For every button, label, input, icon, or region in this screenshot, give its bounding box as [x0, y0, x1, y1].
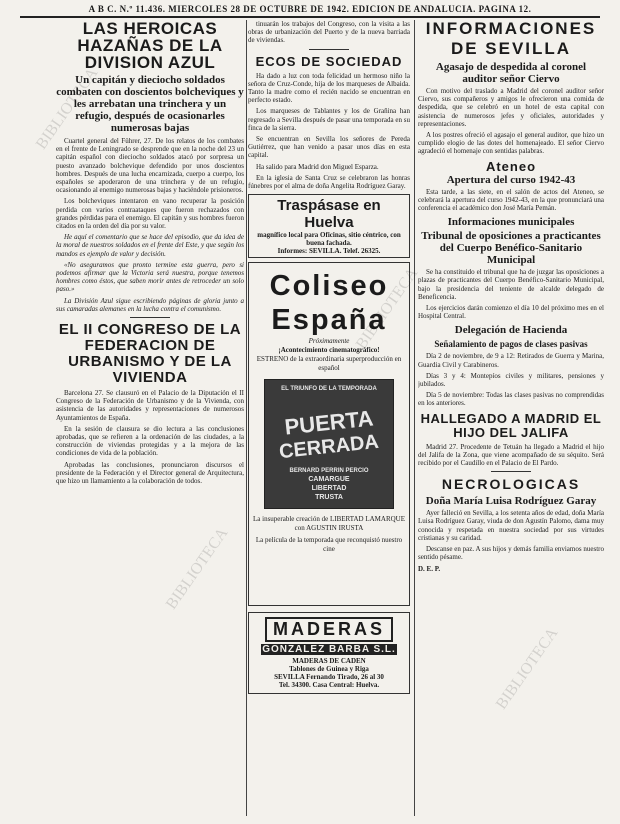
column-rule	[246, 20, 247, 816]
subheadline-necrologicas: Doña María Luisa Rodríguez Garay	[425, 495, 597, 508]
ad-traspaso	[248, 194, 410, 258]
society-note: Los marqueses de Tablantes y los de Grañina han regresado a Sevilla después de pasar una temporada en su finca de la sierra.	[248, 107, 410, 132]
article-paragraph: «No aseguramos que pronto termine esta guerra, pero sí podemos afirmar que la Victoria será nuestra, porque tenemos hombres como éstos, que saben morir antes de retroceder un solo paso.»	[56, 260, 244, 294]
ad-maderas-line: Tel. 34300. Casa Central: Huelva.	[278, 681, 380, 690]
article-paragraph: Día 2 de noviembre, de 9 a 12: Retirados de Guerra y Marina, Guardia Civil y Carabineros.	[418, 352, 604, 369]
ad-maderas-line: SEVILLA Fernando Tirado, 26 al 30	[274, 673, 384, 682]
headline-de-sevilla: DE SEVILLA	[450, 39, 572, 58]
headline-congreso: EL II CONGRESO DE LA FEDERACION DE URBANISMO Y DE LA VIVIENDA	[58, 321, 242, 387]
society-note: En la iglesia de Santa Cruz se celebraron las honras fúnebres por el alma de doña Angelita Rodríguez Garay.	[248, 173, 410, 191]
article-paragraph: A los postres ofreció el agasajo el general auditor, que hizo un cumplido elogio de las dotes del homenajeado. El señor Ciervo agradeció el homenaje con sentidas palabras.	[418, 131, 604, 156]
poster-credit: CAMARGUE	[308, 476, 350, 484]
poster-credit: LIBERTAD	[311, 485, 347, 493]
ad-maderas-line: Tablones de Guinea y Riga	[289, 665, 369, 674]
column-rule	[414, 20, 415, 816]
society-note: Ha salido para Madrid don Miguel Esparza.	[256, 162, 379, 171]
library-watermark: BIBLIOTECA	[352, 264, 422, 353]
article-paragraph: Cuartel general del Führer, 27. De los relatos de los combates en el frente de Leningrado se desprende que en la noche del 23 un capitán español con dieciocho soldados atacó por sorpresa un puesto avanzado bolchevique defendido por unos doscientos hombres. Después de una lucha encarnizada, cuerpo a cuerpo, los españoles se apoderaron de una trinchera y de un refugio, ocasionando al enemigo numerosas bajas y haciéndole prisioneros.	[56, 137, 244, 195]
poster-title-1: PUERTA	[283, 405, 375, 440]
ad-coliseo-line: La insuperable creación de LIBERTAD LAMARQUE con AGUSTIN IRUSTA	[253, 515, 406, 533]
headline-ateneo: Ateneo	[485, 158, 537, 174]
ad-coliseo-line: La película de la temporada que reconquistó nuestro cine	[255, 536, 403, 554]
column-middle	[248, 20, 410, 818]
article-paragraph: Día 5 de noviembre: Todas las clases pasivas no comprendidas en los anteriores.	[418, 391, 604, 408]
ad-maderas-line: MADERAS DE CADEN	[292, 657, 366, 666]
article-paragraph: Los ejercicios darán comienzo el día 10 del próximo mes en el Hospital Central.	[418, 304, 604, 321]
headline-municipales: Informaciones municipales	[447, 216, 575, 229]
article-paragraph: Ayer falleció en Sevilla, a los setenta años de edad, doña María Luisa Rodríguez Garay, viuda de don Agustín Palomo, dama muy conocida y respetada en nuestra sociedad por sus virtudes cristianas y su caridad.	[418, 509, 604, 542]
article-paragraph: tinuarán los trabajos del Congreso, con la visita a las obras de urbanización del Puerto y de la nueva barriada de viviendas.	[248, 20, 410, 45]
article-paragraph: He aquí el comentario que se hace del episodio, que da idea de la moral de nuestros soldados en el frente del Este, y que según los mandos es ejemplo de valor y decisión.	[56, 233, 244, 258]
article-paragraph: Madrid 27. Procedente de Tetuán ha llegado a Madrid el hijo del Jalifa de la Zona, que viene acompañado de su séquito. Será recibido por el Caudillo en el Palacio de El Pardo.	[418, 442, 604, 468]
headline-jalifa: HALLEGADO A MADRID EL HIJO DEL JALIFA	[420, 410, 602, 440]
divider	[130, 317, 170, 318]
ad-traspaso-contact: Informes: SEVILLA. Telef. 26325.	[277, 247, 381, 256]
obituary-signature: D. E. P.	[418, 564, 441, 573]
headline-necrologicas: NECROLOGICAS	[441, 476, 581, 493]
ad-maderas-title: MADERAS	[265, 617, 393, 642]
article-paragraph: Aprobadas las conclusiones, pronunciaron discursos el presidente de la Federación y el Director general de Arquitectura, que hizo un llamamiento a la colaboración de todos.	[56, 460, 244, 486]
ad-traspaso-text: magnífico local para Oficinas, sitio céntrico, con buena fachada.	[257, 231, 401, 248]
article-paragraph: La División Azul sigue escribiendo páginas de gloria junto a sus camaradas alemanes en la lucha contra el comunismo.	[56, 296, 244, 313]
subheadline-division-azul: Un capitán y dieciocho soldados combaten con doscientos bolcheviques y les arrebatan una trinchera y un refugio, después de ocasionarles numerosas bajas	[56, 74, 244, 134]
article-paragraph: Se ha constituido el tribunal que ha de juzgar las oposiciones a plazas de practicantes del Cuerpo Benéfico-Sanitario Municipal, bajo la presidencia del teniente de alcalde delegado de Beneficencia.	[418, 268, 604, 301]
article-paragraph: Los bolcheviques intentaron en vano recuperar la posición perdida con varios contraataques que fueron rechazados con grandes pérdidas para el enemigo. El capitán y sus hombres fueron citados en la orden del día por su valor.	[56, 197, 244, 231]
article-paragraph: Descanse en paz. A sus hijos y demás familia enviamos nuestro sentido pésame.	[418, 545, 604, 562]
ad-maderas-company: GONZALEZ BARBA S.L.	[262, 644, 396, 656]
subheadline-ateneo: Apertura del curso 1942-43	[446, 173, 576, 186]
poster-credit: TRUSTA	[315, 494, 343, 502]
headline-agasajo: Agasajo de despedida al coronel auditor señor Ciervo	[435, 61, 587, 85]
ad-coliseo-title: Coliseo	[269, 270, 389, 303]
article-paragraph: Barcelona 27. Se clausuró en el Palacio de la Diputación el II Congreso de la Federación de Urbanismo y de la Vivienda, con asistencia de las autoridades y representaciones de numerosos Ayuntamientos de España.	[56, 389, 244, 422]
ad-coliseo-espana	[248, 262, 410, 606]
column-right	[418, 20, 604, 818]
ad-coliseo-line: Próximamente	[308, 337, 350, 346]
headline-informaciones: INFORMACIONES	[425, 20, 597, 38]
ad-traspaso-title: Traspásase en Huelva	[277, 197, 381, 232]
poster-top-text: EL TRIUNFO DE LA TEMPORADA	[281, 386, 377, 393]
poster-credit: BERNARD PERRIN PERCIO	[289, 468, 369, 475]
film-poster-image	[264, 379, 394, 509]
library-watermark: BIBLIOTECA	[162, 524, 232, 613]
divider	[491, 471, 531, 472]
divider	[309, 49, 349, 50]
article-paragraph: En la sesión de clausura se dio lectura a las conclusiones aprobadas, que se refieren a la ordenación de las ciudades, a la construcción de viviendas protegidas y a la mejora de las condiciones de vida de la población.	[56, 424, 244, 458]
society-note: Se encuentran en Sevilla los señores de Pereda Gutiérrez, que han venido a pasar unos días en esta capital.	[248, 135, 410, 160]
poster-title-2: CERRADA	[278, 431, 380, 464]
library-watermark: BIBLIOTECA	[32, 64, 102, 153]
ad-espana-title: España	[271, 304, 387, 337]
ad-coliseo-line: ¡Acontecimiento cinematográfico!	[278, 346, 380, 355]
headline-ecos-sociedad: ECOS DE SOCIEDAD	[255, 53, 403, 69]
subheadline-municipales: Tribunal de oposiciones a practicantes del Cuerpo Benéfico-Sanitario Municipal	[421, 230, 601, 267]
society-note: Ha dado a luz con toda felicidad un hermoso niño la señora de Cruz-Conde, hija de los marqueses de Albaida. Tanto la madre como el recién nacido se encuentran en perfecto estado.	[248, 71, 410, 105]
column-left	[56, 20, 244, 818]
page-header-folio: A B C. N.º 11.436. MIERCOLES 28 DE OCTUBRE DE 1942. EDICION DE ANDALUCIA. PAGINA 12.	[20, 4, 600, 18]
article-paragraph: Con motivo del traslado a Madrid del coronel auditor señor Ciervo, sus compañeros y amigos le ofrecieron una comida de despedida, que se celebró en un hotel de esta capital con asistencia de numerosos jefes y oficiales, autoridades y representaciones.	[418, 87, 604, 128]
article-paragraph: Esta tarde, a las siete, en el salón de actos del Ateneo, se celebrará la apertura del curso 1942-43, en la que pronunciará una conferencia el académico don José María Pemán.	[418, 187, 604, 213]
ad-coliseo-line: ESTRENO de la extraordinaria superproducción en español	[256, 355, 402, 373]
subheadline-hacienda: Señalamiento de pagos de clases pasivas	[434, 339, 588, 350]
headline-hacienda: Delegación de Hacienda	[454, 324, 568, 337]
article-paragraph: Días 3 y 4: Montepíos civiles y militares, pensiones y jubilados.	[418, 371, 604, 389]
headline-division-azul: LAS HEROICAS HAZAÑAS DE LA DIVISION AZUL	[77, 20, 223, 72]
ad-maderas	[248, 612, 410, 694]
library-watermark: BIBLIOTECA	[492, 624, 562, 713]
